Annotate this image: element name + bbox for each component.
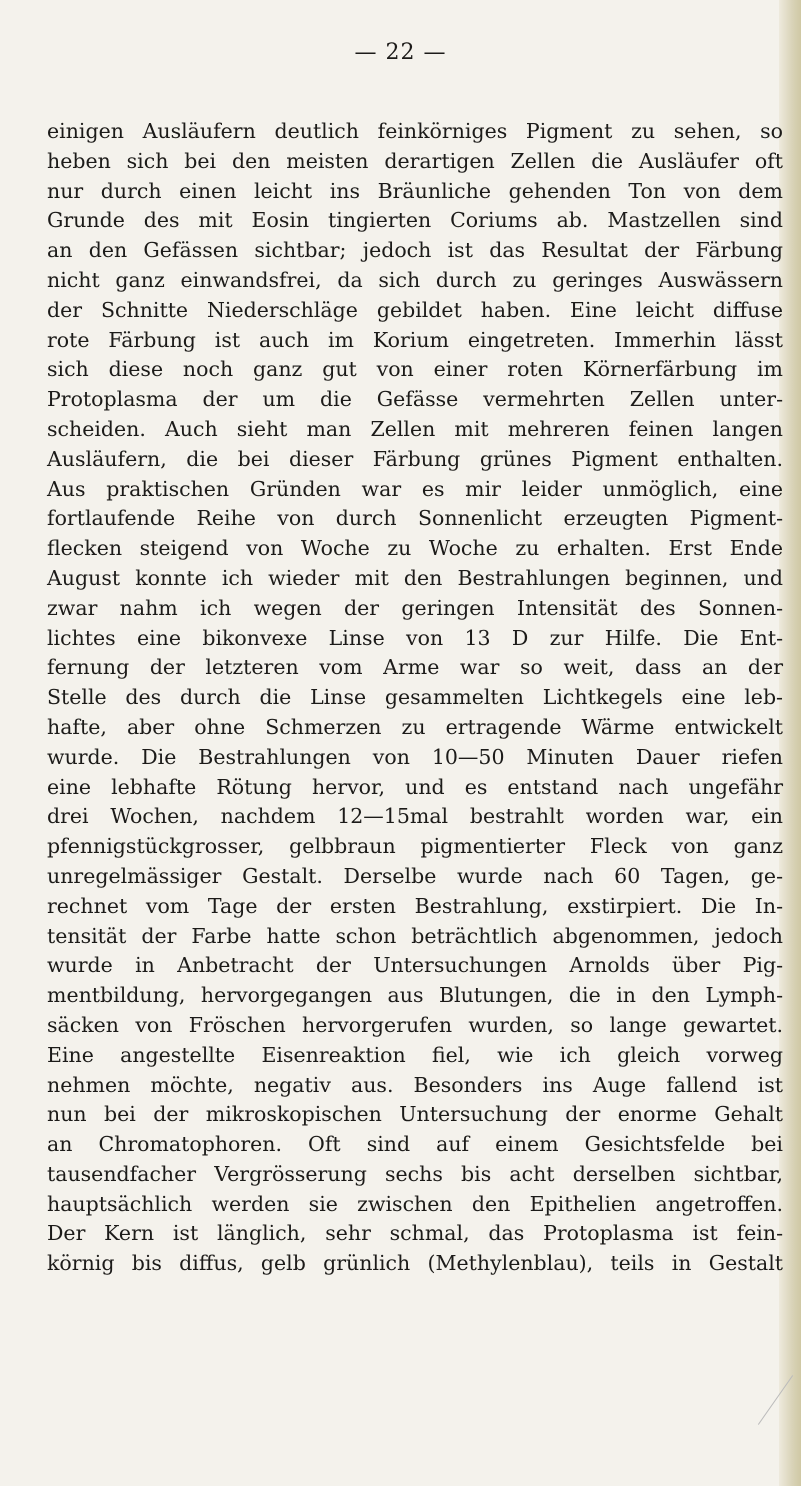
text-line: August konnte ich wieder mit den Bestrahlungen beginnen, und — [47, 565, 783, 590]
text-line: fortlaufende Reihe von durch Sonnenlicht erzeugten Pigment- — [47, 506, 783, 531]
text-line: Grunde des mit Eosin tingierten Coriums ab. Mastzellen sind — [47, 208, 783, 233]
text-line: flecken steigend von Woche zu Woche zu erhalten. Erst Ende — [47, 536, 783, 561]
text-line: körnig bis diffus, gelb grünlich (Methylenblau), teils in Gestalt — [47, 1251, 783, 1276]
text-line: nehmen möchte, negativ aus. Besonders ins Auge fallend ist — [47, 1072, 783, 1097]
text-line: pfennigstückgrosser, gelbbraun pigmentierter Fleck von ganz — [47, 834, 783, 859]
text-line: eine lebhafte Rötung hervor, und es entstand nach ungefähr — [47, 774, 783, 799]
text-line: Eine angestellte Eisenreaktion fiel, wie ich gleich vorweg — [47, 1042, 783, 1067]
page-number-header: — 22 — — [354, 40, 447, 65]
text-line: unregelmässiger Gestalt. Derselbe wurde nach 60 Tagen, ge- — [47, 863, 783, 888]
text-line: nicht ganz einwandsfrei, da sich durch zu geringes Auswässern — [47, 267, 783, 292]
text-line: tausendfacher Vergrösserung sechs bis acht derselben sichtbar, — [47, 1161, 783, 1186]
text-line: Aus praktischen Gründen war es mir leider unmöglich, eine — [47, 476, 783, 501]
text-line: sich diese noch ganz gut von einer roten Körnerfärbung im — [47, 357, 783, 382]
text-line: der Schnitte Niederschläge gebildet haben. Eine leicht diffuse — [47, 297, 783, 322]
text-line: lichtes eine bikonvexe Linse von 13 D zur Hilfe. Die Ent- — [47, 625, 783, 650]
text-line: drei Wochen, nachdem 12—15mal bestrahlt worden war, ein — [47, 804, 783, 829]
text-line: tensität der Farbe hatte schon beträchtlich abgenommen, jedoch — [47, 923, 783, 948]
text-line: Ausläufern, die bei dieser Färbung grünes Pigment enthalten. — [47, 446, 783, 471]
text-line: säcken von Fröschen hervorgerufen wurden, so lange gewartet. — [47, 1012, 783, 1037]
text-line: heben sich bei den meisten derartigen Zellen die Ausläufer oft — [47, 148, 783, 173]
text-line: Protoplasma der um die Gefässe vermehrten Zellen unter- — [47, 387, 783, 412]
text-line: zwar nahm ich wegen der geringen Intensität des Sonnen- — [47, 595, 783, 620]
text-line: einigen Ausläufern deutlich feinkörniges Pigment zu sehen, so — [47, 119, 783, 143]
text-line: hauptsächlich werden sie zwischen den Epithelien angetroffen. — [47, 1191, 783, 1216]
text-line: Der Kern ist länglich, sehr schmal, das Protoplasma ist fein- — [47, 1221, 783, 1246]
text-line: mentbildung, hervorgegangen aus Blutungen, die in den Lymph- — [47, 983, 783, 1008]
text-line: nur durch einen leicht ins Bräunliche gehenden Ton von dem — [47, 178, 783, 203]
text-line: hafte, aber ohne Schmerzen zu ertragende Wärme entwickelt — [47, 714, 783, 739]
text-line: nun bei der mikroskopischen Untersuchung der enorme Gehalt — [47, 1102, 783, 1127]
text-line: an Chromatophoren. Oft sind auf einem Gesichtsfelde bei — [47, 1132, 783, 1157]
text-line: rote Färbung ist auch im Korium eingetreten. Immerhin lässt — [47, 327, 783, 352]
body-text — [47, 117, 783, 1279]
text-line: an den Gefässen sichtbar; jedoch ist das Resultat der Färbung — [47, 238, 783, 263]
text-line: scheiden. Auch sieht man Zellen mit mehreren feinen langen — [47, 416, 783, 441]
text-line: wurde. Die Bestrahlungen von 10—50 Minuten Dauer riefen — [47, 744, 783, 769]
text-line: Stelle des durch die Linse gesammelten Lichtkegels eine leb- — [47, 685, 783, 710]
text-line: wurde in Anbetracht der Untersuchungen Arnolds über Pig- — [47, 953, 783, 978]
text-line: rechnet vom Tage der ersten Bestrahlung, exstirpiert. Die In- — [47, 893, 783, 918]
text-line: fernung der letzteren vom Arme war so weit, dass an der — [47, 655, 783, 680]
